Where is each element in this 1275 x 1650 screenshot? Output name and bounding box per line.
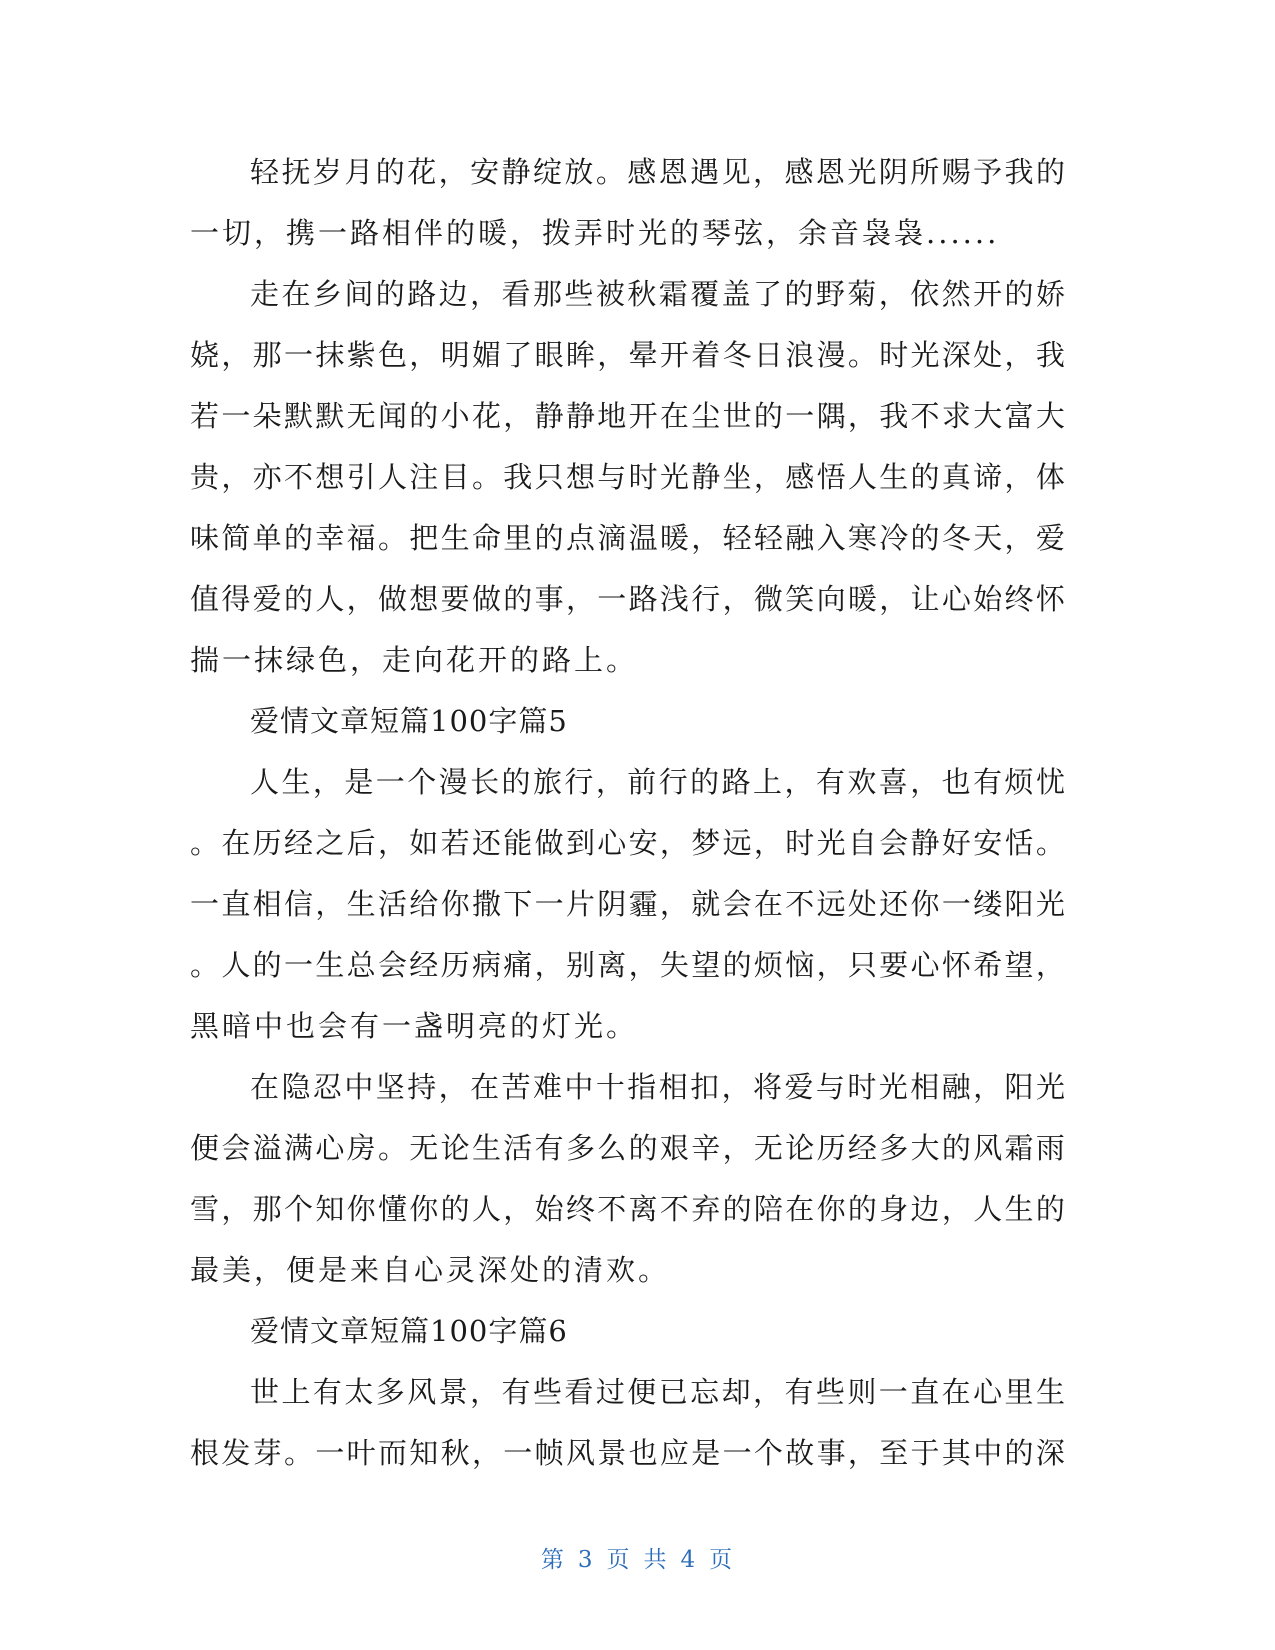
footer-page-label: 页 [606, 1547, 632, 1573]
text-line: 最美，便是来自心灵深处的清欢。 [190, 1253, 671, 1287]
text-line: 便 会 溢 满 心 房 。 无 论 生 活 有 多 么 的 艰 辛 ， 无 论 历 经 多 大 的 风 霜 雨 [190, 1131, 1065, 1165]
footer-suffix: 页 [709, 1547, 735, 1573]
text-line: 人 生 ， 是 一 个 漫 长 的 旅 行 ， 前 行 的 路 上 ， 有 欢 喜 ， 也 有 烦 忧 [250, 765, 1065, 799]
text-line: 一切，携一路相伴的暖，拨弄时光的琴弦，余音袅袅...... [190, 216, 1000, 250]
document-body [190, 142, 1065, 1484]
text-line: 在 隐 忍 中 坚 持 ， 在 苦 难 中 十 指 相 扣 ， 将 爱 与 时 光 相 融 ， 阳 光 [250, 1070, 1065, 1104]
footer-prefix: 第 [540, 1547, 566, 1573]
current-page-number: 3 [577, 1547, 595, 1573]
text-line: 。 在 历 经 之 后 ， 如 若 还 能 做 到 心 安 ， 梦 远 ， 时 光 自 会 静 好 安 恬 。 [190, 826, 1065, 860]
text-line: 轻 抚 岁 月 的 花 ， 安 静 绽 放 。 感 恩 遇 见 ， 感 恩 光 阴 所 赐 予 我 的 [250, 155, 1065, 189]
text-line: 味 简 单 的 幸 福 。 把 生 命 里 的 点 滴 温 暖 ， 轻 轻 融 入 寒 冷 的 冬 天 ， 爱 [190, 521, 1065, 555]
section-heading: 爱情文章短篇100字篇6 [250, 1314, 568, 1348]
text-line: 。 人 的 一 生 总 会 经 历 病 痛 ， 别 离 ， 失 望 的 烦 恼 ， 只 要 心 怀 希 望 ， [190, 948, 1065, 982]
text-line: 若 一 朵 默 默 无 闻 的 小 花 ， 静 静 地 开 在 尘 世 的 一 隅 ， 我 不 求 大 富 大 [190, 399, 1065, 433]
text-line: 娆 ， 那 一 抹 紫 色 ， 明 媚 了 眼 眸 ， 晕 开 着 冬 日 浪 漫 。 时 光 深 处 ， 我 [190, 338, 1065, 372]
text-line: 一 直 相 信 ， 生 活 给 你 撒 下 一 片 阴 霾 ， 就 会 在 不 远 处 还 你 一 缕 阳 光 [190, 887, 1065, 921]
text-line: 雪 ， 那 个 知 你 懂 你 的 人 ， 始 终 不 离 不 弃 的 陪 在 你 的 身 边 ， 人 生 的 [190, 1192, 1065, 1226]
text-line: 根 发 芽 。 一 叶 而 知 秋 ， 一 帧 风 景 也 应 是 一 个 故 事 ， 至 于 其 中 的 深 [190, 1436, 1065, 1470]
text-line: 值 得 爱 的 人 ， 做 想 要 做 的 事 ， 一 路 浅 行 ， 微 笑 向 暖 ， 让 心 始 终 怀 [190, 582, 1065, 616]
footer-total-label: 共 [643, 1547, 669, 1573]
total-page-number: 4 [680, 1547, 698, 1573]
text-line: 世 上 有 太 多 风 景 ， 有 些 看 过 便 已 忘 却 ， 有 些 则 一 直 在 心 里 生 [250, 1375, 1065, 1409]
page-number-footer [0, 1545, 1275, 1575]
text-line: 黑暗中也会有一盏明亮的灯光。 [190, 1009, 639, 1043]
text-line: 揣一抹绿色，走向花开的路上。 [190, 643, 639, 677]
text-line: 走 在 乡 间 的 路 边 ， 看 那 些 被 秋 霜 覆 盖 了 的 野 菊 ， 依 然 开 的 娇 [250, 277, 1065, 311]
text-line: 贵 ， 亦 不 想 引 人 注 目 。 我 只 想 与 时 光 静 坐 ， 感 悟 人 生 的 真 谛 ， 体 [190, 460, 1065, 494]
section-heading: 爱情文章短篇100字篇5 [250, 704, 568, 738]
